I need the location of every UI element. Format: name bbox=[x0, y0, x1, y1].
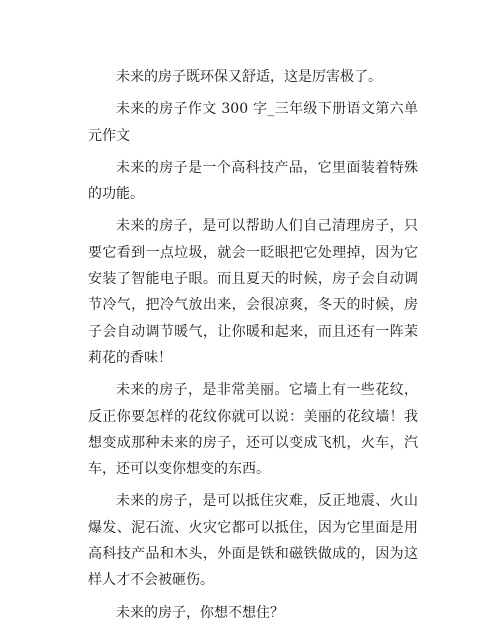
paragraph-4: 未来的房子，是可以帮助人们自己清理房子，只要它看到一点垃圾，就会一眨眼把它处理掉，因为它安装了智能电子眼。而且夏天的时候，房子会自动调节冷气，把冷气放出来，会很凉爽，冬天的时候，房子会自动调节暖气，让你暖和起来，而且还有一阵茉莉花的香味！ bbox=[88, 218, 418, 366]
paragraph-2: 未来的房子作文 300 字_三年级下册语文第六单元作文 bbox=[88, 101, 418, 144]
article-body bbox=[88, 64, 418, 632]
paragraph-1: 未来的房子既环保又舒适，这是厉害极了。 bbox=[116, 69, 382, 85]
paragraph-6: 未来的房子，是可以抵住灾难，反正地震、火山爆发、泥石流、火灾它都可以抵住，因为它里面是用高科技产品和木头，外面是铁和磁铁做成的，因为这样人才不会被砸伤。 bbox=[88, 493, 418, 589]
paragraph-3: 未来的房子是一个高科技产品，它里面装着特殊的功能。 bbox=[88, 159, 418, 203]
paragraph-5: 未来的房子，是非常美丽。它墙上有一些花纹，反正你要怎样的花纹你就可以说：美丽的花纹墙！我想变成那种未来的房子，还可以变成飞机，火车，汽车，还可以变你想变的东西。 bbox=[88, 382, 418, 478]
paragraph-7: 未来的房子，你想不想住？ bbox=[116, 604, 284, 621]
